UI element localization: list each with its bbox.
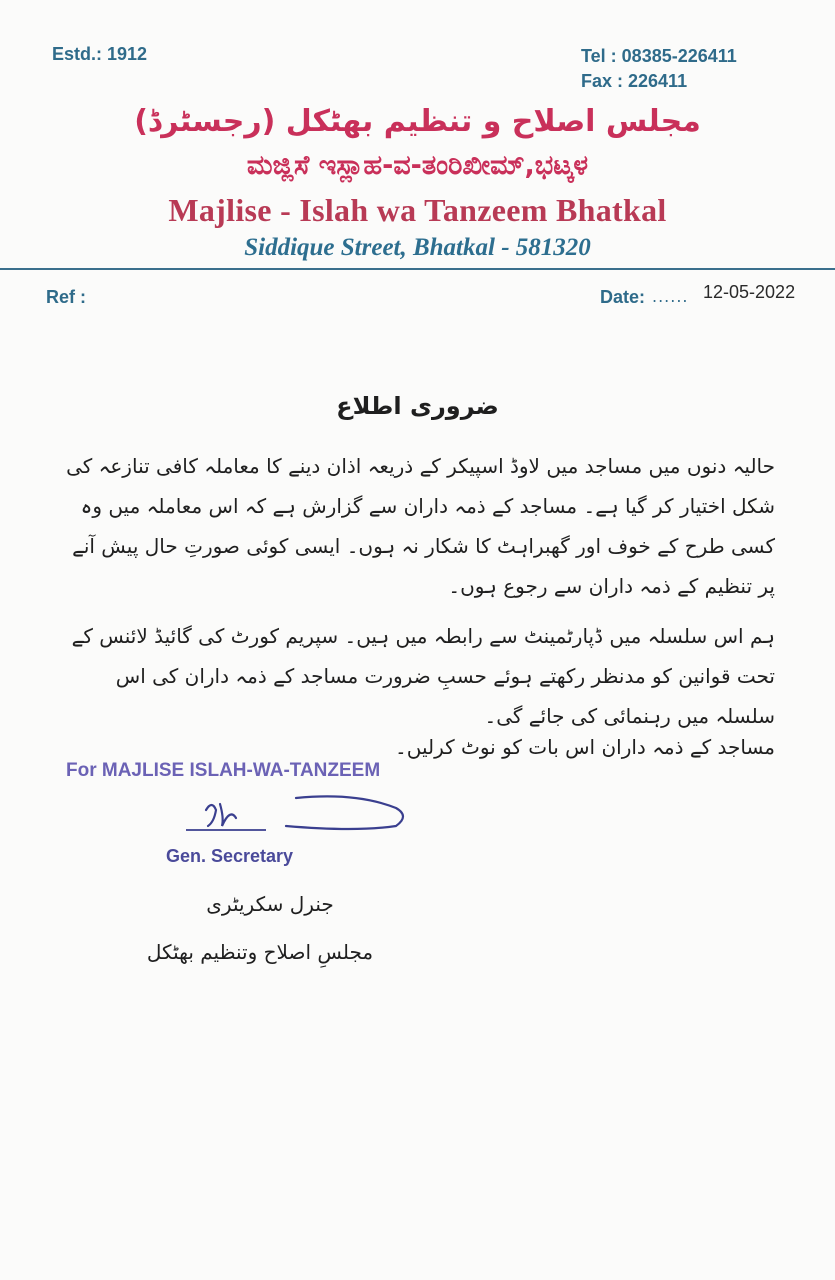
- established-year: Estd.: 1912: [52, 44, 148, 64]
- date-label: Date:: [600, 287, 646, 307]
- date-dots: ......: [652, 287, 689, 306]
- org-name-english: Majlise - Islah wa Tanzeem Bhatkal: [168, 192, 667, 228]
- date-value: 12-05-2022: [703, 282, 796, 302]
- notice-heading: ضروری اطلاع: [336, 392, 499, 420]
- notice-paragraph-2: ہم اس سلسلہ میں ڈپارٹمینٹ سے رابطہ میں ہیں۔ سپریم کورٹ کی گائیڈ لائنس کے تحت قوانین کو مدنظر رکھتے ہوئے حسبِ ضرورت مساجد کے ذمہ داران کی اس سلسلہ میں رہنمائی کی جائے گی۔: [71, 624, 775, 728]
- org-name-urdu: مجلس اصلاح و تنظیم بھٹکل (رجسٹرڈ): [134, 104, 701, 139]
- gen-secretary-label: Gen. Secretary: [166, 846, 294, 866]
- telephone: Tel : 08385-226411: [581, 46, 737, 66]
- notice-paragraph-1: حالیہ دنوں میں مساجد میں لاوڈ اسپیکر کے ذریعہ اذان دینے کا معاملہ کافی تنازعہ کی شکل اختیار کر گیا ہے۔ مساجد کے ذمہ داران سے گزارش ہے کہ اس معاملہ میں وہ کسی طرح کے خوف اور گھبراہٹ کا شکار نہ ہوں۔ ایسی کوئی صورتِ حال پیش آنے پر تنظیم کے ذمہ داران سے رجوع ہوں۔: [66, 454, 775, 598]
- org-address: Siddique Street, Bhatkal - 581320: [244, 234, 591, 261]
- organization-stamp: For MAJLISE ISLAH-WA-TANZEEM: [66, 760, 381, 781]
- letterhead-divider: [0, 268, 835, 270]
- signoff-org-urdu: مجلسِ اصلاح وتنظیم بھٹکل: [146, 940, 374, 964]
- contact-info: [581, 44, 737, 94]
- ref-label: Ref :: [46, 287, 86, 307]
- gen-secretary-urdu: جنرل سکریٹری: [206, 892, 334, 916]
- notice-paragraph-3: مساجد کے ذمہ داران اس بات کو نوٹ کرلیں۔: [395, 735, 775, 759]
- fax: Fax : 226411: [581, 71, 688, 91]
- org-name-kannada: ಮಜ್ಲಿಸೆ ಇಸ್ಲಾಹ-ವ-ತಂರಿಖೀಮ್,ಭಟ್ಕಳ: [246, 150, 589, 181]
- signature-icon: [176, 786, 416, 842]
